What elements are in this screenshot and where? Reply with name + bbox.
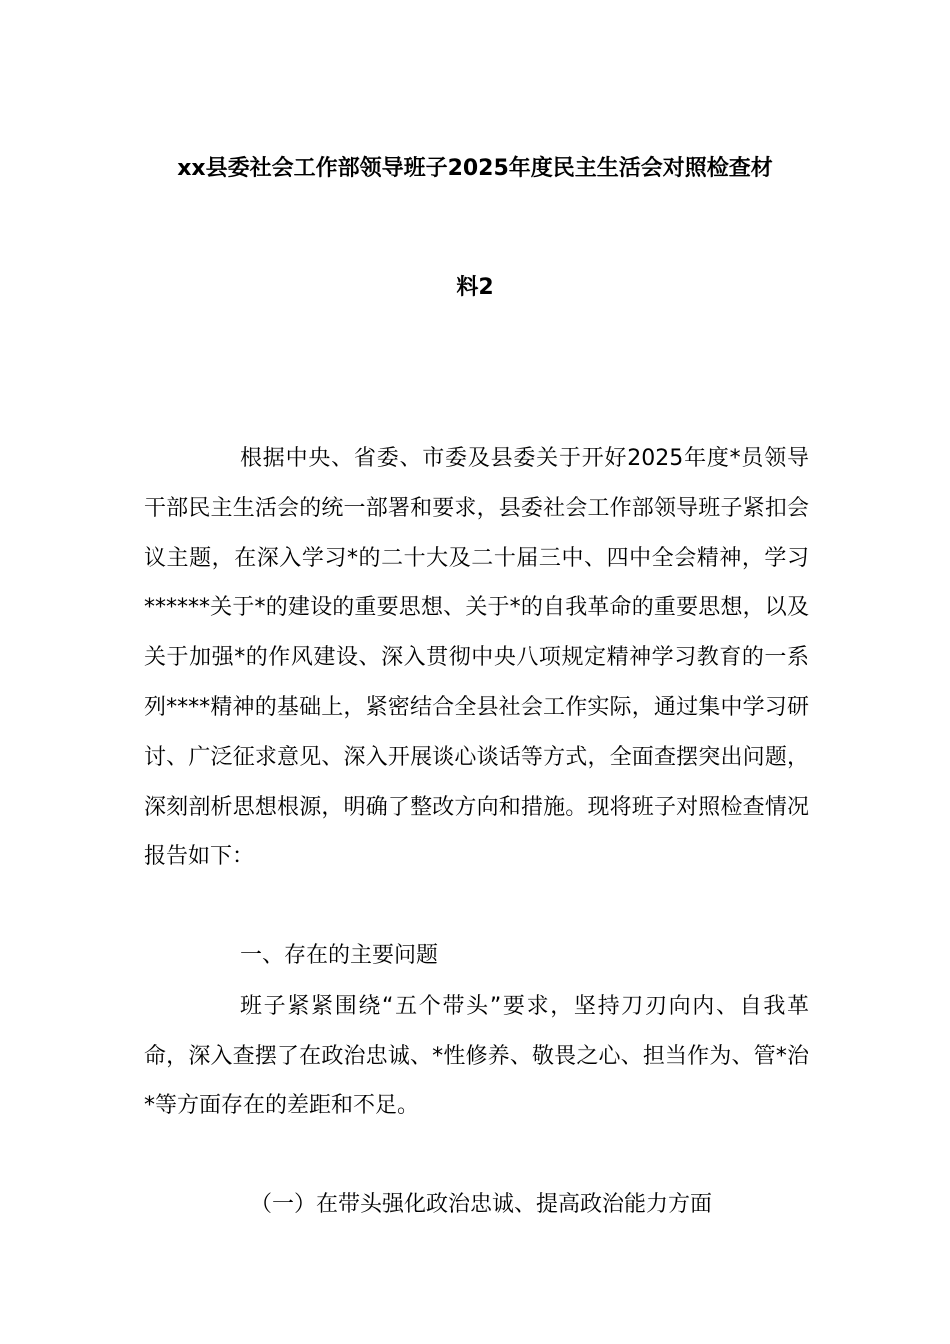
section-paragraph-problems: 班子紧紧围绕“五个带头”要求，坚持刀刃向内、自我革命，深入查摆了在政治忠诚、*性修养、敬畏之心、担当作为、管*治*等方面存在的差距和不足。	[144, 994, 809, 1118]
section-heading-problems: 一、存在的主要问题	[240, 943, 439, 968]
subsection-heading-political-loyalty: （一）在带头强化政治忠诚、提高政治能力方面	[250, 1192, 713, 1217]
document-title-line-2: 料2	[456, 275, 494, 300]
intro-paragraph: 根据中央、省委、市委及县委关于开好2025年度*员领导干部民主生活会的统一部署和要求，县委社会工作部领导班子紧扣会议主题，在深入学习*的二十大及二十届三中、四中全会精神，学习******关于*的建设的重要思想、关于*的自我革命的重要思想，以及关于加强*的作风建设、深入贯彻中央八项规定精神学习教育的一系列****精神的基础上，紧密结合全县社会工作实际，通过集中学习研讨、广泛征求意见、深入开展谈心谈话等方式，全面查摆突出问题，深刻剖析思想根源，明确了整改方向和措施。现将班子对照检查情况报告如下：	[144, 446, 809, 870]
document-title-line-1: xx县委社会工作部领导班子2025年度民主生活会对照检查材	[177, 156, 773, 181]
